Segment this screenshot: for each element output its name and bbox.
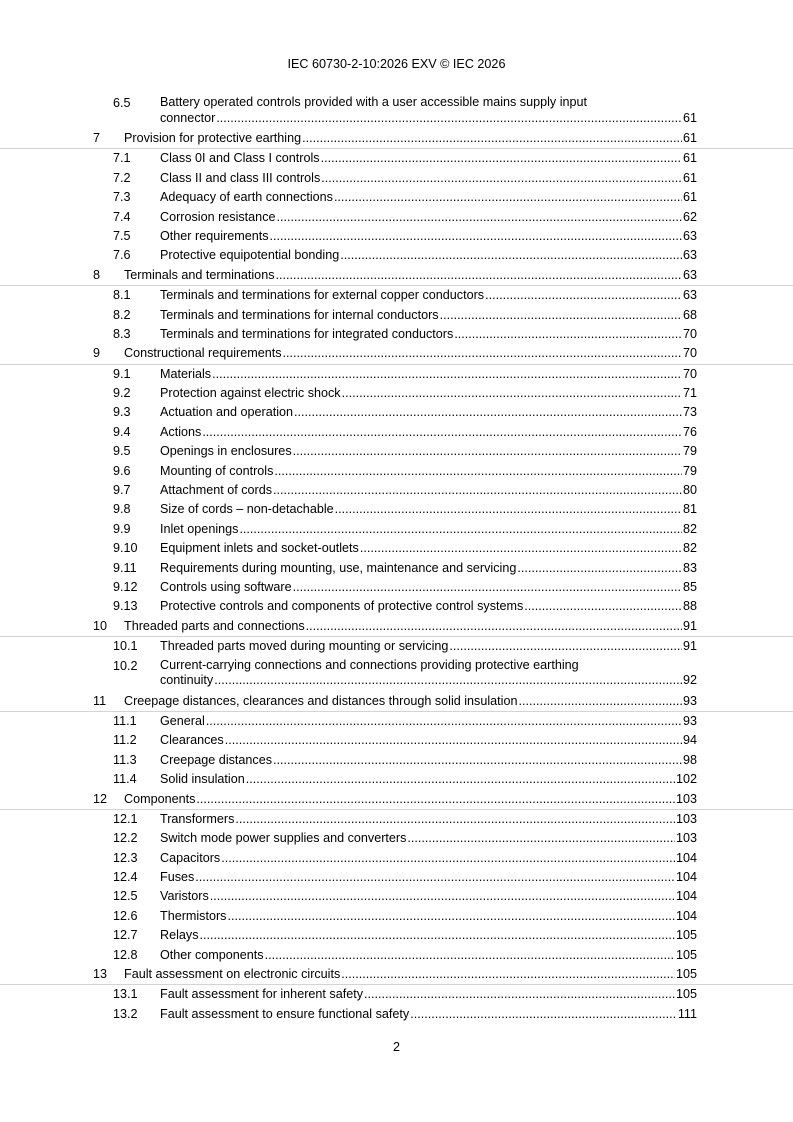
toc-number: 10.1 — [113, 639, 138, 654]
toc-title: Openings in enclosures — [160, 444, 292, 459]
toc-number: 9 — [93, 346, 101, 361]
toc-subclause[interactable] — [0, 520, 793, 539]
toc-subclause[interactable] — [0, 985, 793, 1004]
toc-page-number: 76 — [682, 424, 697, 439]
toc-page-number: 63 — [682, 288, 697, 303]
toc-title: Fault assessment to ensure functional safety — [160, 1006, 410, 1021]
toc-page-number: 88 — [682, 599, 697, 614]
toc-number: 9.6 — [113, 463, 131, 478]
toc-number: 13 — [93, 967, 108, 982]
toc-page-number: 63 — [682, 267, 697, 282]
toc-page-number: 105 — [675, 987, 697, 1002]
dot-leader — [214, 673, 682, 687]
toc-page-number: 73 — [682, 405, 697, 420]
toc-subclause[interactable] — [0, 810, 793, 829]
toc-number: 12.6 — [113, 908, 138, 923]
toc-number: 9.11 — [113, 560, 137, 575]
toc-title: continuity — [160, 673, 214, 688]
toc-number: 9.12 — [113, 579, 138, 594]
toc-title: Protection against electric shock — [160, 386, 341, 401]
toc-number: 11.3 — [113, 752, 137, 767]
dot-leader — [206, 714, 682, 728]
toc-page-number: 92 — [682, 673, 697, 688]
toc-page-number: 83 — [682, 560, 697, 575]
dot-leader — [265, 948, 675, 962]
toc-page-number: 61 — [682, 151, 697, 166]
toc-title: Protective controls and components of protective control systems — [160, 599, 524, 614]
toc-subclause[interactable] — [0, 637, 793, 656]
toc-subclause[interactable] — [0, 423, 793, 442]
toc-title: Fault assessment on electronic circuits — [124, 967, 341, 982]
toc-subclause[interactable] — [0, 829, 793, 848]
toc-title: Actions — [160, 424, 202, 439]
toc-title: General — [160, 713, 205, 728]
toc-title: Varistors — [160, 889, 209, 904]
toc-page-number: 63 — [682, 248, 697, 263]
toc-title: Clearances — [160, 733, 224, 748]
toc-page-number: 103 — [675, 811, 697, 826]
toc-title: connector — [160, 110, 216, 125]
dot-leader — [227, 909, 675, 923]
dot-leader — [334, 190, 682, 204]
toc-clause[interactable] — [0, 692, 793, 712]
toc-subclause[interactable] — [0, 286, 793, 305]
toc-number: 13.2 — [113, 1006, 138, 1021]
toc-page-number: 79 — [682, 444, 697, 459]
dot-leader — [342, 386, 682, 400]
dot-leader — [246, 772, 675, 786]
toc-number: 12.2 — [113, 831, 138, 846]
dot-leader — [449, 639, 682, 653]
toc-title: Corrosion resistance — [160, 209, 276, 224]
dot-leader — [294, 405, 682, 419]
toc-subclause[interactable] — [0, 597, 793, 616]
toc-number: 12.8 — [113, 947, 138, 962]
toc-subclause[interactable] — [0, 94, 793, 129]
toc-number: 9.1 — [113, 366, 131, 381]
toc-number: 9.13 — [113, 599, 138, 614]
toc-subclause[interactable] — [0, 751, 793, 770]
toc-title: Equipment inlets and socket-outlets — [160, 541, 359, 556]
toc-subclause[interactable] — [0, 481, 793, 500]
toc-page-number: 70 — [682, 326, 697, 341]
toc-number: 7.1 — [113, 151, 131, 166]
toc-page-number: 70 — [682, 346, 697, 361]
toc-title: Components — [124, 791, 196, 806]
toc-page-number: 105 — [675, 947, 697, 962]
toc-number: 10 — [93, 618, 108, 633]
toc-number: 12.5 — [113, 889, 138, 904]
toc-title: Adequacy of earth connections — [160, 190, 333, 205]
toc-page-number: 62 — [682, 209, 697, 224]
toc-title: Relays — [160, 928, 199, 943]
toc-clause[interactable] — [0, 129, 793, 149]
toc-page-number: 80 — [682, 483, 697, 498]
toc-subclause[interactable] — [0, 208, 793, 227]
toc-page-number: 104 — [675, 850, 697, 865]
toc-number: 10.2 — [113, 658, 138, 673]
toc-title-line1: Battery operated controls provided with a user accessible mains supply input — [160, 95, 588, 109]
toc-number: 12.1 — [113, 811, 138, 826]
toc-number: 8.3 — [113, 326, 131, 341]
dot-leader — [276, 268, 682, 282]
toc-title: Creepage distances — [160, 752, 273, 767]
toc-number: 11.2 — [113, 733, 137, 748]
dot-leader — [225, 733, 682, 747]
toc-title: Materials — [160, 366, 212, 381]
toc-clause[interactable] — [0, 617, 793, 637]
toc-title: Protective equipotential bonding — [160, 248, 340, 263]
toc-number: 11.4 — [113, 772, 137, 787]
dot-leader — [235, 812, 675, 826]
dot-leader — [364, 987, 675, 1001]
toc-page-number: 98 — [682, 752, 697, 767]
dot-leader — [517, 561, 682, 575]
dot-leader — [274, 464, 682, 478]
toc-page-number: 91 — [682, 618, 697, 633]
toc-page-number: 111 — [677, 1006, 697, 1021]
toc-subclause[interactable] — [0, 770, 793, 789]
toc-title: Terminals and terminations for external copper conductors — [160, 288, 485, 303]
toc-subclause[interactable] — [0, 306, 793, 325]
toc-subclause[interactable] — [0, 384, 793, 403]
toc-page-number: 68 — [682, 307, 697, 322]
toc-page-number: 94 — [682, 733, 697, 748]
toc-number: 7 — [93, 131, 101, 145]
dot-leader — [270, 229, 682, 243]
toc-title: Switch mode power supplies and converters — [160, 831, 407, 846]
dot-leader — [293, 580, 682, 594]
toc-number: 12.3 — [113, 850, 138, 865]
toc-number: 12.4 — [113, 870, 138, 885]
toc-subclause[interactable] — [0, 657, 793, 692]
toc-title: Constructional requirements — [124, 346, 282, 361]
toc-number: 9.2 — [113, 386, 131, 401]
toc-title: Actuation and operation — [160, 405, 294, 420]
dot-leader — [200, 928, 675, 942]
toc-title: Threaded parts and connections — [124, 618, 305, 633]
toc-subclause[interactable] — [0, 887, 793, 906]
toc-number: 9.3 — [113, 405, 131, 420]
toc-number: 9.4 — [113, 424, 131, 439]
toc-subclause[interactable] — [0, 188, 793, 207]
toc-number: 9.10 — [113, 541, 138, 556]
toc-page-number: 104 — [675, 908, 697, 923]
toc-subclause[interactable] — [0, 868, 793, 887]
toc-page-number: 93 — [682, 713, 697, 728]
toc-clause[interactable] — [0, 790, 793, 810]
toc-subclause[interactable] — [0, 712, 793, 731]
dot-leader — [293, 444, 682, 458]
dot-leader — [440, 308, 682, 322]
dot-leader — [212, 367, 682, 381]
toc-title: Creepage distances, clearances and distances through solid insulation — [124, 693, 518, 708]
toc-subclause[interactable] — [0, 946, 793, 965]
toc-page-number: 79 — [682, 463, 697, 478]
toc-subclause[interactable] — [0, 169, 793, 188]
toc-number: 7.5 — [113, 228, 131, 243]
toc-subclause[interactable] — [0, 926, 793, 945]
dot-leader — [485, 288, 682, 302]
toc-title: Other requirements — [160, 228, 269, 243]
toc-subclause[interactable] — [0, 1005, 793, 1024]
toc-title: Threaded parts moved during mounting or servicing — [160, 639, 449, 654]
toc-subclause[interactable] — [0, 442, 793, 461]
toc-page-number: 82 — [682, 541, 697, 556]
dot-leader — [221, 851, 675, 865]
toc-title: Thermistors — [160, 908, 227, 923]
toc-title: Solid insulation — [160, 772, 245, 787]
toc-title: Inlet openings — [160, 521, 239, 536]
toc-title: Controls using software — [160, 579, 292, 594]
toc-number: 8 — [93, 267, 101, 282]
toc-number: 6.5 — [113, 96, 131, 110]
toc-page-number: 104 — [675, 870, 697, 885]
dot-leader — [202, 425, 682, 439]
toc-page-number: 103 — [675, 831, 697, 846]
page-header: IEC 60730-2-10:2026 EXV © IEC 2026 — [287, 57, 506, 71]
table-of-contents — [0, 94, 793, 1024]
toc-page-number: 71 — [682, 386, 697, 401]
dot-leader — [273, 753, 682, 767]
dot-leader — [518, 694, 682, 708]
toc-number: 7.6 — [113, 248, 131, 263]
toc-number: 8.2 — [113, 307, 131, 322]
page-number: 2 — [392, 1040, 400, 1054]
toc-subclause[interactable] — [0, 731, 793, 750]
toc-page-number: 61 — [682, 131, 697, 145]
dot-leader — [341, 967, 675, 981]
dot-leader — [273, 483, 682, 497]
dot-leader — [321, 151, 682, 165]
toc-number: 9.8 — [113, 502, 131, 517]
dot-leader — [407, 831, 675, 845]
toc-subclause[interactable] — [0, 149, 793, 168]
toc-number: 7.2 — [113, 170, 131, 185]
toc-title: Attachment of cords — [160, 483, 272, 498]
toc-title: Requirements during mounting, use, maintenance and servicing — [160, 560, 517, 575]
toc-title: Fault assessment for inherent safety — [160, 987, 363, 1002]
toc-title: Fuses — [160, 870, 195, 885]
toc-title: Terminals and terminations — [124, 267, 275, 282]
toc-number: 7.3 — [113, 190, 131, 205]
dot-leader — [277, 210, 682, 224]
toc-subclause[interactable] — [0, 403, 793, 422]
toc-number: 11.1 — [113, 713, 137, 728]
toc-page-number: 63 — [682, 228, 697, 243]
toc-subclause[interactable] — [0, 578, 793, 597]
toc-title: Transformers — [160, 811, 235, 826]
toc-page-number: 103 — [675, 791, 697, 806]
dot-leader — [321, 171, 682, 185]
dot-leader — [283, 346, 682, 360]
dot-leader — [210, 889, 675, 903]
toc-title: Capacitors — [160, 850, 221, 865]
toc-page-number: 61 — [682, 170, 697, 185]
toc-number: 8.1 — [113, 288, 131, 303]
toc-subclause[interactable] — [0, 849, 793, 868]
toc-title: Provision for protective earthing — [124, 131, 302, 145]
toc-title: Size of cords – non-detachable — [160, 502, 334, 517]
toc-page-number: 81 — [682, 502, 697, 517]
toc-clause[interactable] — [0, 344, 793, 364]
toc-page-number: 85 — [682, 579, 697, 594]
toc-page-number: 61 — [682, 190, 697, 205]
toc-subclause[interactable] — [0, 462, 793, 481]
toc-page-number: 104 — [675, 889, 697, 904]
toc-number: 13.1 — [113, 987, 138, 1002]
toc-number: 9.7 — [113, 483, 131, 498]
toc-number: 12 — [93, 791, 108, 806]
toc-page-number: 102 — [675, 772, 697, 787]
dot-leader — [340, 248, 682, 262]
toc-subclause[interactable] — [0, 246, 793, 265]
toc-page-number: 105 — [675, 928, 697, 943]
dot-leader — [302, 131, 682, 145]
toc-page-number: 91 — [682, 639, 697, 654]
dot-leader — [410, 1007, 677, 1021]
dot-leader — [360, 541, 682, 555]
toc-clause[interactable] — [0, 965, 793, 985]
toc-number: 7.4 — [113, 209, 131, 224]
dot-leader — [216, 111, 682, 125]
toc-title: Terminals and terminations for internal conductors — [160, 307, 439, 322]
toc-subclause[interactable] — [0, 559, 793, 578]
dot-leader — [239, 522, 682, 536]
toc-subclause[interactable] — [0, 325, 793, 344]
toc-subclause[interactable] — [0, 365, 793, 384]
toc-page-number: 70 — [682, 366, 697, 381]
dot-leader — [196, 792, 675, 806]
toc-title-line1: Current-carrying connections and connections providing protective earthing — [160, 657, 579, 672]
toc-page-number: 82 — [682, 521, 697, 536]
dot-leader — [524, 599, 682, 613]
toc-number: 9.9 — [113, 521, 131, 536]
dot-leader — [335, 502, 682, 516]
toc-title: Class II and class III controls — [160, 170, 321, 185]
toc-title: Other components — [160, 947, 264, 962]
toc-title: Terminals and terminations for integrated conductors — [160, 326, 454, 341]
dot-leader — [306, 619, 682, 633]
toc-number: 12.7 — [113, 928, 138, 943]
dot-leader — [195, 870, 675, 884]
toc-page-number: 61 — [682, 110, 697, 125]
toc-number: 9.5 — [113, 444, 131, 459]
toc-clause[interactable] — [0, 266, 793, 286]
toc-subclause[interactable] — [0, 500, 793, 519]
toc-title: Class 0I and Class I controls — [160, 151, 320, 166]
dot-leader — [454, 327, 682, 341]
toc-subclause[interactable] — [0, 907, 793, 926]
toc-page-number: 93 — [682, 693, 697, 708]
toc-subclause[interactable] — [0, 539, 793, 558]
toc-title: Mounting of controls — [160, 463, 274, 478]
toc-subclause[interactable] — [0, 227, 793, 246]
toc-page-number: 105 — [675, 967, 697, 982]
toc-number: 11 — [93, 693, 107, 708]
